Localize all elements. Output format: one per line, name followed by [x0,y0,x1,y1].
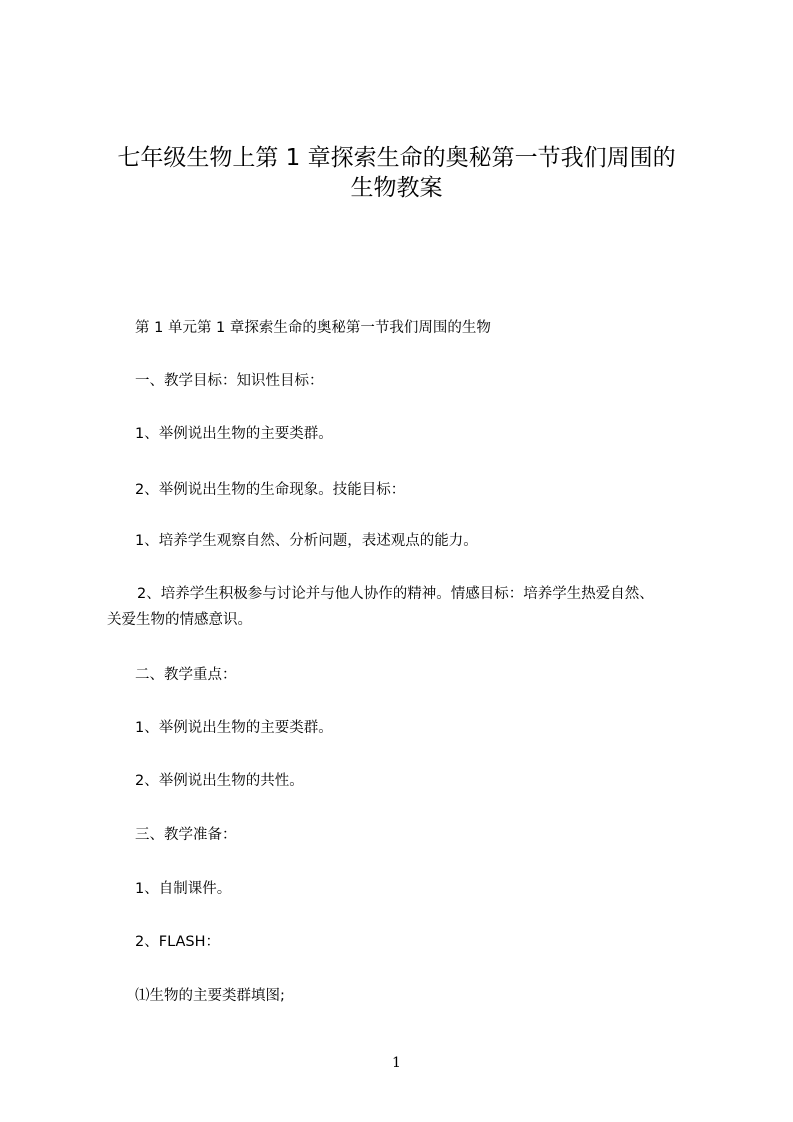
page-number: 1 [392,1055,401,1071]
paragraph-item: 2、举例说出生物的共性。 [135,773,304,789]
title-line-1: 七年级生物上第 1 章探索生命的奥秘第一节我们周围的 [117,145,676,171]
paragraph-item: 2、FLASH： [135,934,221,950]
paragraph-line: 关爱生物的情感意识。 [107,612,252,628]
paragraph-section-3: 三、教学准备： [135,827,237,843]
paragraph-line: 2、培养学生积极参与讨论并与他人协作的精神。情感目标：培养学生热爱自然、 [137,586,654,602]
paragraph-unit-heading: 第 1 单元第 1 章探索生命的奥秘第一节我们周围的生物 [135,320,491,336]
paragraph-item: ⑴生物的主要类群填图; [135,988,285,1004]
paragraph-item: 2、举例说出生物的生命现象。技能目标： [135,482,406,498]
title-line-2: 生物教案 [350,175,443,201]
paragraph-item: 1、自制课件。 [135,881,232,897]
paragraph-item: 1、举例说出生物的主要类群。 [135,720,333,736]
paragraph-item: 1、培养学生观察自然、分析问题，表述观点的能力。 [135,533,478,549]
paragraph-section-2: 二、教学重点： [135,667,237,683]
document-title [100,143,693,203]
paragraph-item-wrapped [107,581,707,633]
paragraph-section-1: 一、教学目标：知识性目标： [135,373,324,389]
paragraph-item: 1、举例说出生物的主要类群。 [135,426,333,442]
